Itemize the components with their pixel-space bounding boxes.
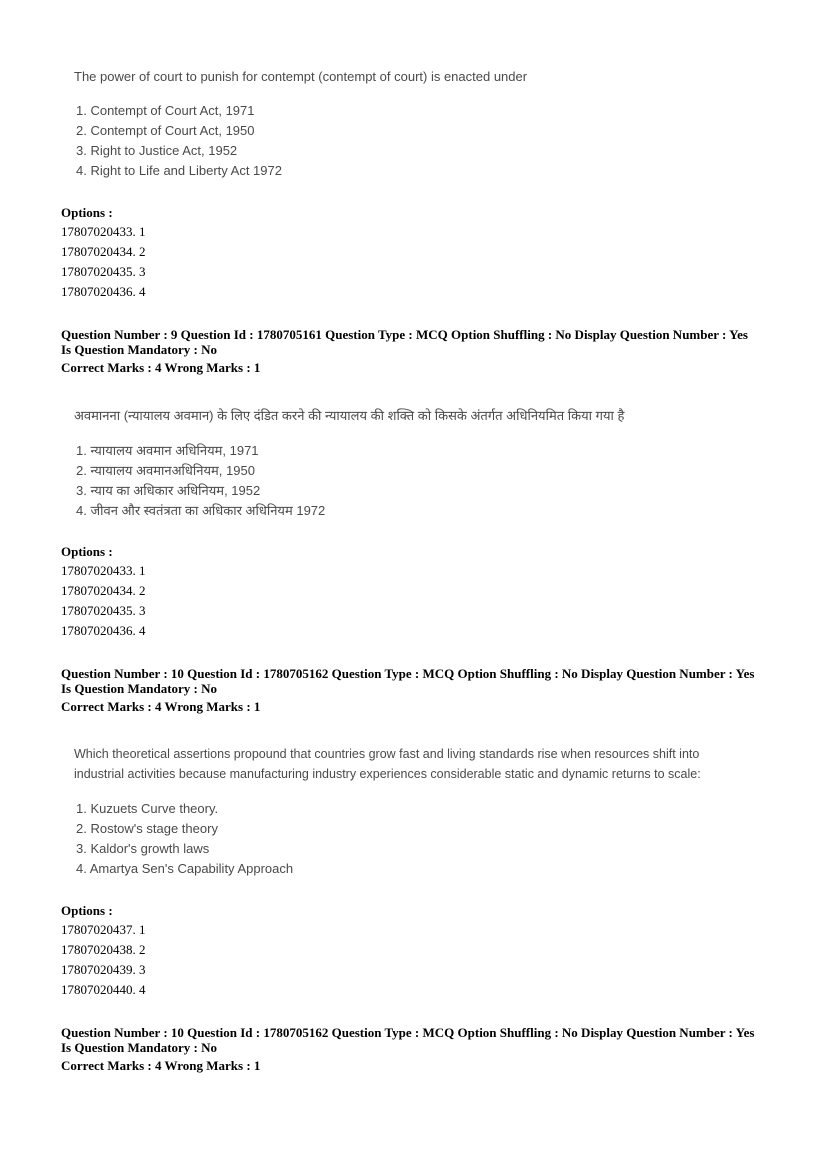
options-label: Options : <box>61 903 113 918</box>
options-label: Options : <box>61 205 113 220</box>
option-item: 17807020435. 3 <box>61 264 146 279</box>
question-header: Question Number : 10 Question Id : 1780705162 Question Type : MCQ Option Shuffling : No Display Question Number : Yes <box>61 666 755 681</box>
options-label: Options : <box>61 544 113 559</box>
option-item: 17807020438. 2 <box>61 942 146 957</box>
question-text: The power of court to punish for contempt (contempt of court) is enacted under <box>74 69 528 84</box>
option-item: 17807020436. 4 <box>61 284 146 299</box>
option-item: 17807020433. 1 <box>61 224 146 239</box>
question-choice: 4. Right to Life and Liberty Act 1972 <box>76 163 282 178</box>
question-marks: Correct Marks : 4 Wrong Marks : 1 <box>61 360 261 375</box>
question-choice: 2. न्यायालय अवमानअधिनियम, 1950 <box>76 463 255 478</box>
question-marks: Correct Marks : 4 Wrong Marks : 1 <box>61 1058 261 1073</box>
question-marks: Correct Marks : 4 Wrong Marks : 1 <box>61 699 261 714</box>
option-item: 17807020435. 3 <box>61 603 146 618</box>
question-header: Question Number : 10 Question Id : 1780705162 Question Type : MCQ Option Shuffling : No Display Question Number : Yes <box>61 1025 755 1040</box>
question-choice: 3. Right to Justice Act, 1952 <box>76 143 238 158</box>
question-mandatory: Is Question Mandatory : No <box>61 681 218 696</box>
question-text-line-1: Which theoretical assertions propound that countries grow fast and living standards rise when resources shift into <box>74 747 700 761</box>
question-choice: 4. Amartya Sen's Capability Approach <box>76 861 294 876</box>
question-text: अवमानना (न्यायालय अवमान) के लिए दंडित करने की न्यायालय की शक्ति को किसके अंतर्गत अधिनियमित किया गया है <box>74 408 625 423</box>
question-header: Question Number : 9 Question Id : 1780705161 Question Type : MCQ Option Shuffling : No Display Question Number : Yes <box>61 327 748 342</box>
option-item: 17807020437. 1 <box>61 922 146 937</box>
option-item: 17807020434. 2 <box>61 244 146 259</box>
option-item: 17807020436. 4 <box>61 623 146 638</box>
option-item: 17807020434. 2 <box>61 583 146 598</box>
question-choice: 2. Contempt of Court Act, 1950 <box>76 123 255 138</box>
question-mandatory: Is Question Mandatory : No <box>61 1040 218 1055</box>
question-choice: 1. Kuzuets Curve theory. <box>76 801 219 816</box>
option-item: 17807020440. 4 <box>61 982 146 997</box>
question-choice: 4. जीवन और स्वतंत्रता का अधिकार अधिनियम 1972 <box>76 503 326 518</box>
question-choice: 1. न्यायालय अवमान अधिनियम, 1971 <box>76 443 259 458</box>
question-choice: 2. Rostow's stage theory <box>76 821 218 836</box>
option-item: 17807020439. 3 <box>61 962 146 977</box>
question-mandatory: Is Question Mandatory : No <box>61 342 218 357</box>
question-text-line-2: industrial activities because manufacturing industry experiences considerable static and dynamic returns to scale: <box>74 767 701 781</box>
option-item: 17807020433. 1 <box>61 563 146 578</box>
question-choice: 1. Contempt of Court Act, 1971 <box>76 103 255 118</box>
question-choice: 3. Kaldor's growth laws <box>76 841 210 856</box>
question-choice: 3. न्याय का अधिकार अधिनियम, 1952 <box>76 483 261 498</box>
